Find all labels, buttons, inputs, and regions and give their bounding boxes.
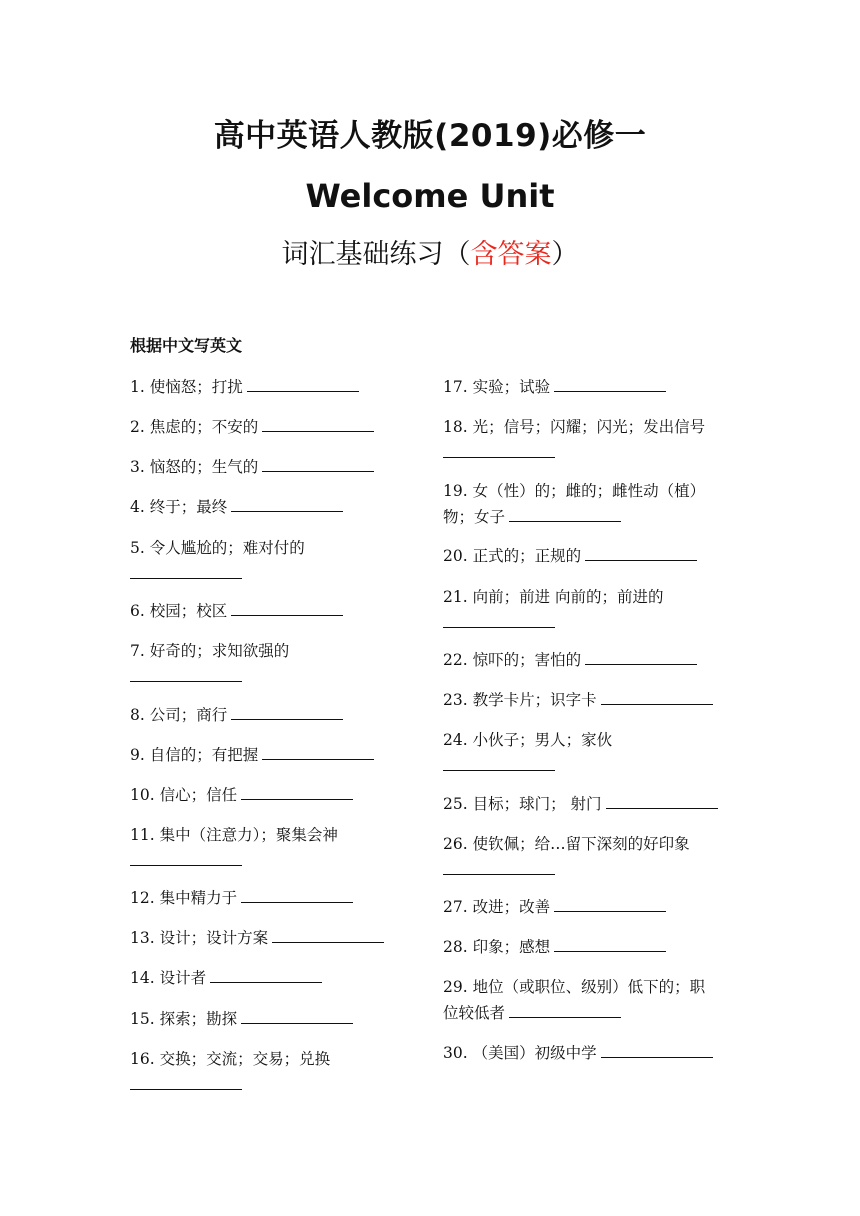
exercise-title-close: ） [551, 239, 579, 270]
list-item: 5. 令人尴尬的；难对付的 [130, 535, 305, 587]
list-item: 12. 集中精力于 [130, 885, 353, 911]
section-title: 根据中文写英文 [130, 336, 243, 355]
answer-blank[interactable] [443, 443, 555, 458]
list-item: 8. 公司；商行 [130, 702, 343, 728]
answer-blank[interactable] [231, 705, 343, 720]
list-item: 26. 使钦佩；给…留下深刻的好印象 [443, 831, 690, 883]
exercise-title-main: 词汇基础练习（ [281, 239, 471, 270]
document-title: 高中英语人教版(2019)必修一 [213, 118, 647, 154]
list-item: 18. 光；信号；闪耀；闪光；发出信号 [443, 414, 705, 466]
answer-blank[interactable] [443, 756, 555, 771]
answer-blank[interactable] [585, 546, 697, 561]
list-item: 13. 设计；设计方案 [130, 925, 384, 951]
answer-blank[interactable] [601, 1043, 713, 1058]
list-item: 27. 改进；改善 [443, 894, 666, 920]
list-item: 21. 向前；前进 向前的；前进的 [443, 584, 664, 636]
list-item: 15. 探索；勘探 [130, 1006, 353, 1032]
list-item: 25. 目标；球门； 射门 [443, 791, 718, 817]
list-item: 14. 设计者 [130, 965, 322, 991]
answer-blank[interactable] [554, 897, 666, 912]
answer-blank[interactable] [247, 377, 359, 392]
answer-blank[interactable] [606, 794, 718, 809]
answer-blank[interactable] [509, 507, 621, 522]
list-item: 4. 终于；最终 [130, 494, 343, 520]
list-item: 28. 印象；感想 [443, 934, 666, 960]
answer-blank[interactable] [130, 564, 242, 579]
list-item: 16. 交换；交流；交易；兑换 [130, 1046, 330, 1098]
list-item: 23. 教学卡片；识字卡 [443, 687, 713, 713]
answer-blank[interactable] [443, 860, 555, 875]
list-item: 19. 女（性）的；雌的；雌性动（植） 物；女子 [443, 482, 706, 526]
answer-blank[interactable] [130, 851, 242, 866]
exercise-title-answer-note: 含答案 [470, 239, 552, 270]
answer-blank[interactable] [554, 377, 666, 392]
answer-blank[interactable] [231, 497, 343, 512]
answer-blank[interactable] [241, 888, 353, 903]
answer-blank[interactable] [262, 457, 374, 472]
answer-blank[interactable] [601, 690, 713, 705]
list-item: 9. 自信的；有把握 [130, 742, 374, 768]
answer-blank[interactable] [262, 417, 374, 432]
list-item: 29. 地位（或职位、级别）低下的；职 位较低者 [443, 978, 706, 1022]
answer-blank[interactable] [241, 785, 353, 800]
answer-blank[interactable] [443, 613, 555, 628]
list-item: 20. 正式的；正规的 [443, 543, 697, 569]
list-item: 11. 集中（注意力）；聚集会神 [130, 822, 338, 874]
list-item: 1. 使恼怒；打扰 [130, 374, 359, 400]
unit-title: Welcome Unit [305, 177, 555, 215]
list-item: 6. 校园；校区 [130, 598, 343, 624]
answer-blank[interactable] [262, 745, 374, 760]
list-item: 30. （美国）初级中学 [443, 1040, 713, 1066]
list-item: 22. 惊吓的；害怕的 [443, 647, 697, 673]
answer-blank[interactable] [210, 968, 322, 983]
answer-blank[interactable] [130, 1075, 242, 1090]
list-item: 24. 小伙子；男人；家伙 [443, 727, 612, 779]
answer-blank[interactable] [554, 937, 666, 952]
list-item: 3. 恼怒的；生气的 [130, 454, 374, 480]
list-item: 17. 实验；试验 [443, 374, 666, 400]
answer-blank[interactable] [272, 928, 384, 943]
answer-blank[interactable] [241, 1009, 353, 1024]
answer-blank[interactable] [231, 601, 343, 616]
answer-blank[interactable] [585, 650, 697, 665]
answer-blank[interactable] [509, 1003, 621, 1018]
list-item: 7. 好奇的；求知欲强的 [130, 638, 289, 690]
answer-blank[interactable] [130, 667, 242, 682]
list-item: 2. 焦虑的；不安的 [130, 414, 374, 440]
exercise-title [0, 232, 860, 271]
list-item: 10. 信心；信任 [130, 782, 353, 808]
